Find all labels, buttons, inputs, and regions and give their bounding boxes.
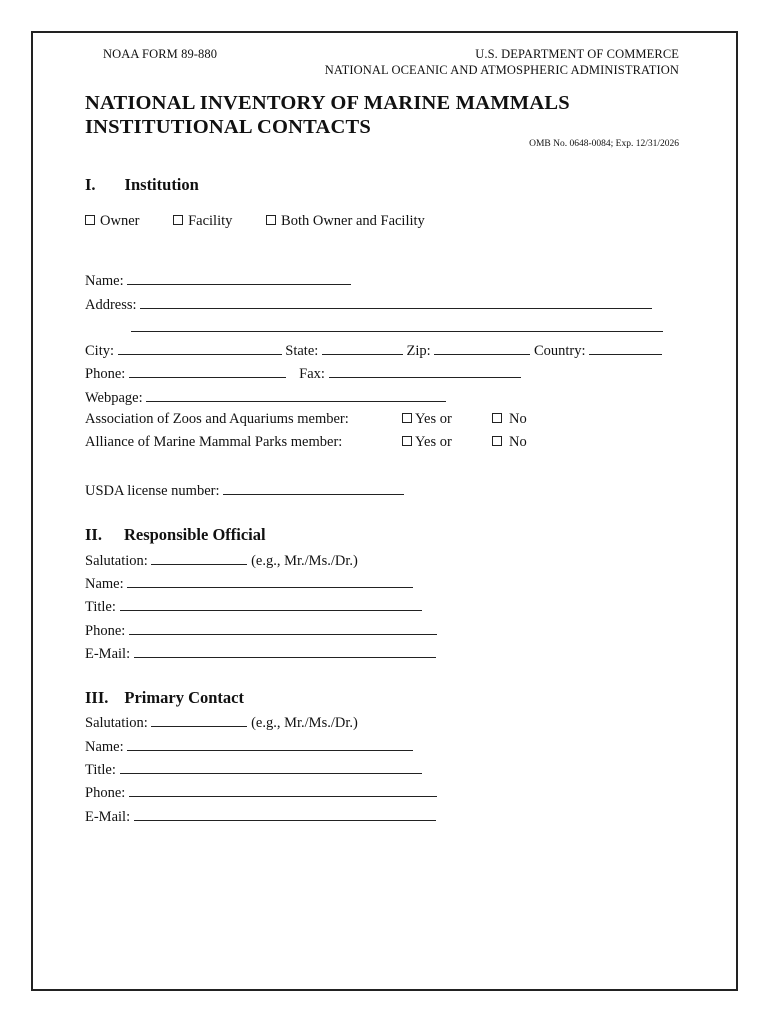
- section1-number: I.: [85, 175, 96, 194]
- contact-email-field[interactable]: [134, 807, 436, 821]
- aza-yes-label: Yes or: [415, 411, 452, 427]
- official-email-row: [85, 644, 436, 663]
- official-name-row: [85, 574, 413, 593]
- institution-phone-field[interactable]: [129, 364, 286, 378]
- ammp-yes-option[interactable]: [402, 434, 452, 451]
- contact-title-row: [85, 760, 422, 779]
- ammp-member-label: Alliance of Marine Mammal Parks member:: [85, 434, 343, 450]
- city-field[interactable]: [118, 341, 282, 355]
- official-phone-row: [85, 621, 437, 640]
- official-phone-label: Phone:: [85, 623, 126, 639]
- form-title-line2: INSTITUTIONAL CONTACTS: [85, 116, 371, 138]
- facility-label: Facility: [188, 213, 233, 229]
- facility-option[interactable]: [173, 213, 232, 230]
- both-option[interactable]: [266, 213, 425, 230]
- official-name-field[interactable]: [127, 574, 413, 588]
- contact-name-row: [85, 737, 413, 756]
- official-title-label: Title:: [85, 599, 116, 615]
- fax-field[interactable]: [329, 364, 521, 378]
- official-phone-field[interactable]: [129, 621, 437, 635]
- webpage-field[interactable]: [146, 388, 446, 402]
- official-title-row: [85, 597, 422, 616]
- contact-email-row: [85, 807, 436, 826]
- state-label: State:: [285, 343, 319, 359]
- address-label: Address:: [85, 297, 137, 313]
- webpage-row: [85, 388, 446, 407]
- institution-phone-label: Phone:: [85, 366, 126, 382]
- ammp-yes-label: Yes or: [415, 434, 452, 450]
- section1-heading: [85, 175, 199, 195]
- both-checkbox[interactable]: [266, 215, 276, 225]
- official-name-label: Name:: [85, 576, 124, 592]
- contact-name-field[interactable]: [127, 737, 413, 751]
- contact-salutation-field[interactable]: [151, 713, 247, 727]
- usda-label: USDA license number:: [85, 483, 220, 499]
- section3-heading: [85, 688, 244, 708]
- contact-email-label: E-Mail:: [85, 809, 131, 825]
- section2-heading: [85, 525, 266, 545]
- facility-checkbox[interactable]: [173, 215, 183, 225]
- contact-title-field[interactable]: [120, 760, 422, 774]
- section3-number: III.: [85, 688, 109, 707]
- section3-title: Primary Contact: [124, 688, 244, 707]
- usda-row: [85, 481, 404, 500]
- aza-member-label: Association of Zoos and Aquariums member:: [85, 411, 349, 427]
- owner-option[interactable]: [85, 213, 139, 230]
- contact-salutation-row: [85, 713, 358, 732]
- institution-name-row: [85, 271, 351, 290]
- state-field[interactable]: [322, 341, 403, 355]
- official-salutation-field[interactable]: [151, 551, 247, 565]
- ammp-no-checkbox[interactable]: [492, 436, 502, 446]
- administration-name: NATIONAL OCEANIC AND ATMOSPHERIC ADMINISTRATION: [324, 63, 679, 77]
- section2-title: Responsible Official: [123, 525, 266, 544]
- contact-name-label: Name:: [85, 739, 124, 755]
- official-salutation-label: Salutation:: [85, 553, 148, 569]
- section2-number: II.: [85, 525, 102, 544]
- aza-no-checkbox[interactable]: [492, 413, 502, 423]
- contact-salutation-label: Salutation:: [85, 715, 148, 731]
- city-state-zip-row: [85, 341, 662, 360]
- address-row-2: [131, 318, 663, 337]
- contact-phone-row: [85, 783, 437, 802]
- section1-title: Institution: [124, 175, 199, 194]
- both-label: Both Owner and Facility: [281, 213, 425, 229]
- official-email-field[interactable]: [134, 644, 436, 658]
- official-email-label: E-Mail:: [85, 646, 131, 662]
- zip-label: Zip:: [406, 343, 431, 359]
- contact-salutation-hint: (e.g., Mr./Ms./Dr.): [251, 715, 358, 731]
- zip-field[interactable]: [434, 341, 530, 355]
- form-title-line1: NATIONAL INVENTORY OF MARINE MAMMALS: [85, 92, 570, 114]
- official-salutation-row: [85, 551, 358, 570]
- official-title-field[interactable]: [120, 597, 422, 611]
- contact-phone-field[interactable]: [129, 783, 437, 797]
- address-row: [85, 295, 652, 314]
- form-number: NOAA FORM 89-880: [103, 47, 218, 61]
- ammp-no-label: No: [509, 434, 527, 450]
- department-name: U.S. DEPARTMENT OF COMMERCE: [475, 47, 679, 61]
- omb-number: OMB No. 0648-0084; Exp. 12/31/2026: [529, 139, 679, 149]
- address-field-1[interactable]: [140, 295, 652, 309]
- contact-phone-label: Phone:: [85, 785, 126, 801]
- usda-field[interactable]: [223, 481, 404, 495]
- ammp-no-option[interactable]: [492, 434, 527, 451]
- city-label: City:: [85, 343, 115, 359]
- aza-yes-checkbox[interactable]: [402, 413, 412, 423]
- webpage-label: Webpage:: [85, 390, 143, 406]
- country-label: Country:: [533, 343, 586, 359]
- fax-label: Fax:: [299, 366, 325, 382]
- aza-no-option[interactable]: [492, 411, 527, 428]
- aza-yes-option[interactable]: [402, 411, 452, 428]
- institution-type-options: [85, 213, 455, 230]
- owner-checkbox[interactable]: [85, 215, 95, 225]
- address-field-2[interactable]: [131, 318, 663, 332]
- phone-fax-row: [85, 364, 521, 383]
- contact-title-label: Title:: [85, 762, 116, 778]
- aza-no-label: No: [509, 411, 527, 427]
- official-salutation-hint: (e.g., Mr./Ms./Dr.): [251, 553, 358, 569]
- institution-name-label: Name:: [85, 273, 124, 289]
- country-field[interactable]: [589, 341, 662, 355]
- ammp-yes-checkbox[interactable]: [402, 436, 412, 446]
- institution-name-field[interactable]: [127, 271, 351, 285]
- owner-label: Owner: [100, 213, 140, 229]
